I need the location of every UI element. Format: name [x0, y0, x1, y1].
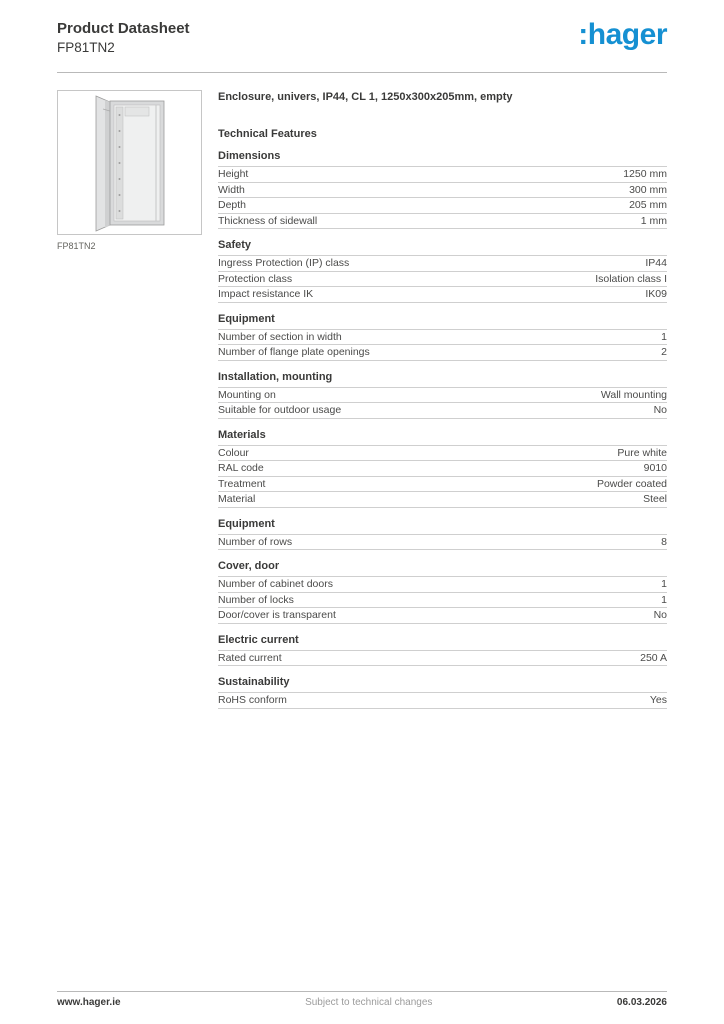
document-title: Product Datasheet [57, 20, 190, 37]
spec-section [218, 150, 667, 229]
spec-section [218, 313, 667, 361]
spec-rows [218, 387, 667, 419]
spec-sections [218, 150, 667, 709]
spec-row [218, 403, 667, 419]
page-header [57, 20, 667, 55]
hager-logo [578, 20, 667, 50]
spec-value: 300 mm [629, 183, 667, 196]
footer-divider [57, 991, 667, 992]
spec-row [218, 272, 667, 288]
spec-value: Wall mounting [600, 388, 667, 401]
spec-content [218, 91, 667, 709]
spec-value: Isolation class I [595, 272, 667, 285]
enclosure-illustration [58, 91, 201, 234]
spec-rows [218, 576, 667, 624]
section-title: Dimensions [218, 150, 281, 162]
spec-row [218, 388, 667, 404]
spec-label: Number of section in width [218, 330, 342, 343]
spec-section [218, 371, 667, 419]
spec-value: IK09 [645, 288, 667, 300]
footer-date: 06.03.2026 [616, 997, 667, 1008]
spec-row [218, 693, 667, 709]
spec-value: 2 [661, 346, 667, 358]
spec-row [218, 577, 667, 593]
section-title: Materials [218, 428, 266, 441]
spec-value: Powder coated [596, 477, 667, 490]
section-title: Safety [218, 239, 252, 251]
spec-row [218, 461, 667, 477]
spec-label: RAL code [218, 462, 264, 474]
spec-label: Material [218, 493, 256, 505]
spec-row [218, 651, 667, 667]
spec-row [218, 330, 667, 346]
spec-row [218, 608, 667, 624]
spec-row [218, 593, 667, 609]
spec-row [218, 256, 667, 272]
spec-value: Yes [649, 694, 667, 706]
header-titles [57, 20, 190, 55]
footer-website-link[interactable]: www.hager.ie [57, 997, 121, 1008]
spec-label: RoHS conform [218, 694, 287, 706]
spec-section [218, 676, 667, 709]
spec-label: Impact resistance IK [218, 288, 314, 300]
spec-value: 205 mm [629, 199, 667, 211]
spec-value: 9010 [643, 462, 667, 474]
footer-note: Subject to technical changes [305, 997, 433, 1008]
spec-rows [218, 255, 667, 303]
spec-label: Suitable for outdoor usage [218, 404, 342, 416]
spec-value: 1 mm [640, 214, 667, 227]
spec-rows [218, 534, 667, 551]
logo-colon: : [578, 18, 588, 51]
spec-section [218, 634, 667, 667]
spec-row [218, 167, 667, 183]
spec-label: Number of rows [218, 535, 293, 548]
logo-text: hager [587, 18, 667, 51]
spec-row [218, 477, 667, 493]
section-title: Equipment [218, 312, 275, 325]
spec-value: 1 [661, 593, 667, 606]
spec-section [218, 560, 667, 624]
spec-label: Number of flange plate openings [218, 346, 370, 358]
spec-label: Ingress Protection (IP) class [218, 257, 350, 269]
spec-rows [218, 692, 667, 709]
spec-label: Door/cover is transparent [218, 609, 336, 621]
section-title: Electric current [218, 633, 299, 646]
spec-label: Height [218, 168, 249, 180]
spec-row [218, 446, 667, 462]
spec-value: 1250 mm [623, 168, 667, 180]
technical-features-title: Technical Features [218, 128, 317, 140]
section-title: Installation, mounting [218, 370, 333, 383]
section-title: Equipment [218, 517, 275, 530]
section-title: Sustainability [218, 676, 290, 688]
spec-label: Rated current [218, 651, 282, 664]
page-footer [57, 997, 667, 1008]
header-divider [57, 72, 667, 73]
spec-label: Number of locks [218, 593, 294, 606]
spec-value: 250 A [640, 651, 667, 664]
spec-row [218, 492, 667, 508]
spec-row [218, 287, 667, 303]
spec-section [218, 518, 667, 551]
spec-rows [218, 329, 667, 361]
spec-value: 1 [661, 578, 667, 590]
spec-value: 8 [661, 535, 667, 548]
spec-row [218, 345, 667, 361]
spec-label: Depth [218, 199, 247, 211]
spec-row [218, 535, 667, 551]
section-title: Cover, door [218, 560, 280, 572]
spec-value: Pure white [617, 446, 667, 459]
spec-label: Thickness of sidewall [218, 214, 318, 227]
spec-rows [218, 445, 667, 508]
spec-label: Width [218, 183, 245, 196]
spec-value: No [653, 609, 667, 621]
spec-label: Protection class [218, 272, 293, 285]
spec-label: Colour [218, 446, 249, 459]
product-description: Enclosure, univers, IP44, CL 1, 1250x300x205mm, empty [218, 91, 513, 103]
spec-value: No [653, 404, 667, 416]
spec-rows [218, 650, 667, 667]
spec-label: Mounting on [218, 388, 276, 401]
product-image-caption: FP81TN2 [57, 241, 96, 251]
spec-section [218, 429, 667, 508]
spec-row [218, 214, 667, 230]
spec-value: 1 [661, 330, 667, 343]
spec-section [218, 239, 667, 303]
spec-label: Treatment [218, 477, 266, 490]
spec-row [218, 183, 667, 199]
product-image [57, 90, 202, 235]
product-code: FP81TN2 [57, 40, 115, 55]
spec-value: IP44 [645, 257, 667, 269]
spec-value: Steel [643, 493, 667, 505]
spec-row [218, 198, 667, 214]
spec-label: Number of cabinet doors [218, 578, 333, 590]
spec-rows [218, 166, 667, 229]
